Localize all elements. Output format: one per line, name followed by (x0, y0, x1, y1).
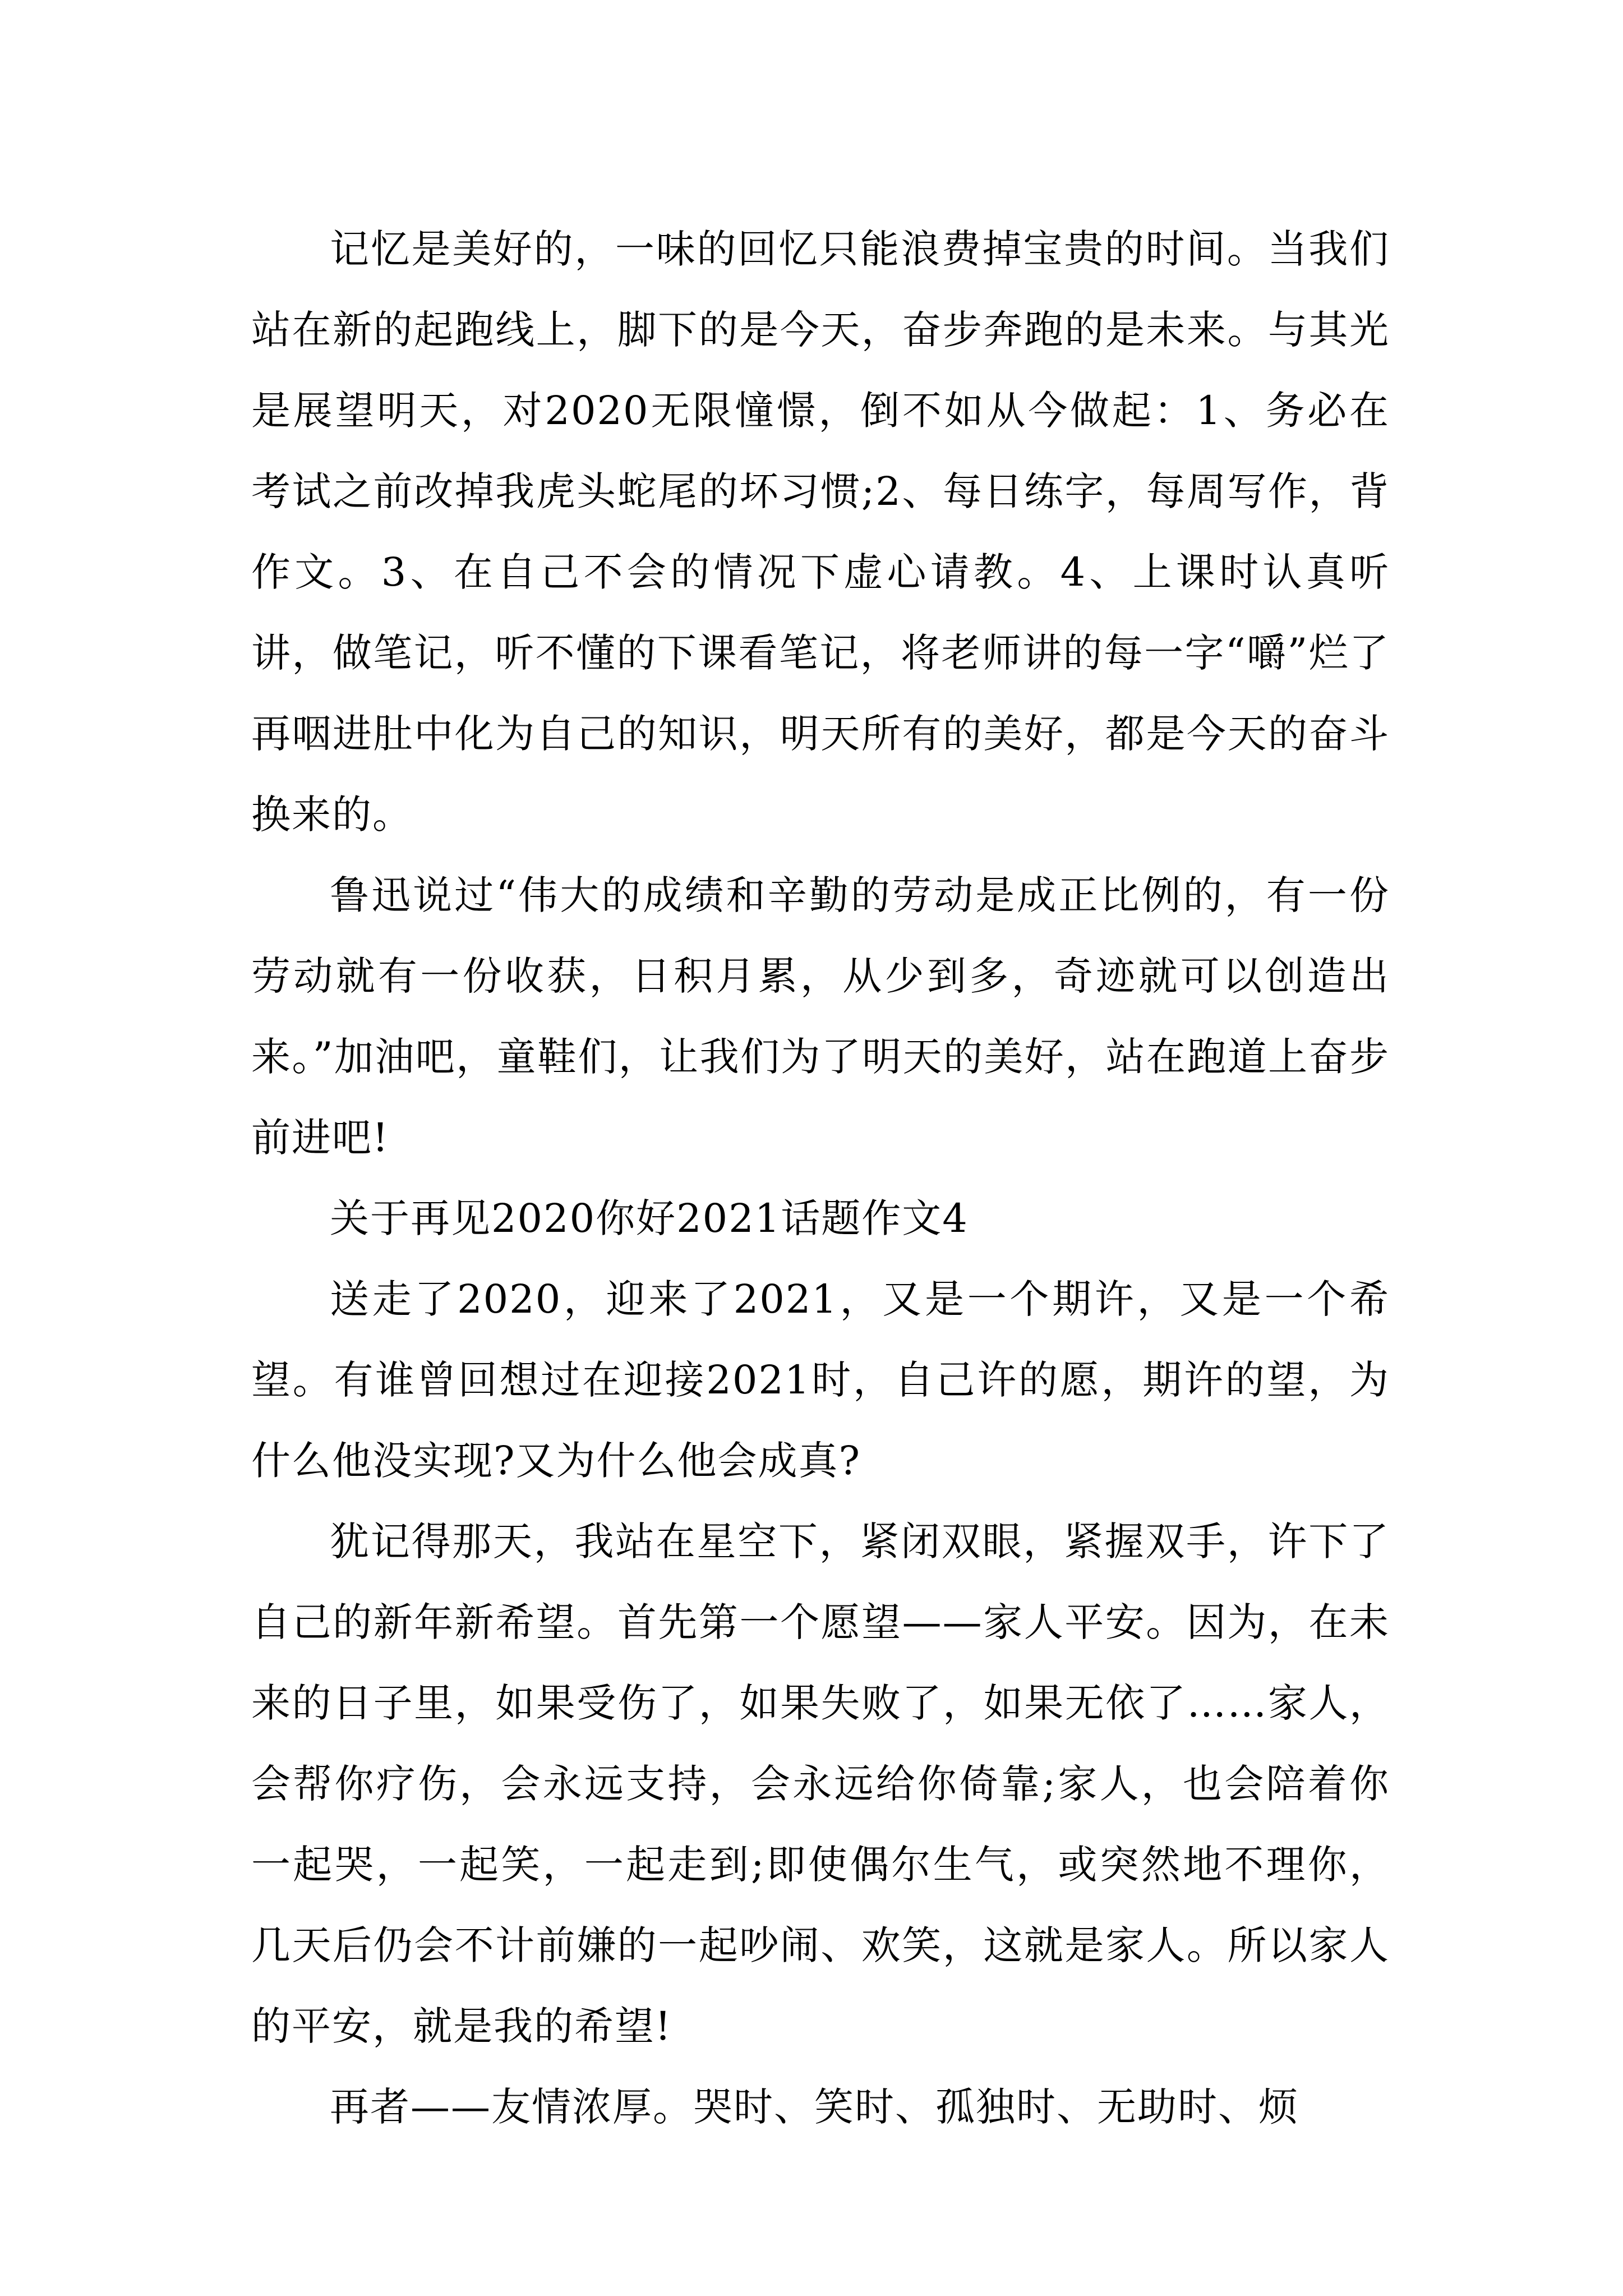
essay-heading: 关于再见2020你好2021话题作文4 (330, 1195, 969, 1241)
paragraph-friendship-wish: 再者——友情浓厚。哭时、笑时、孤独时、无助时、烦 (330, 2084, 1299, 2130)
paragraph-lu-xun-quote: 鲁迅说过“伟大的成绩和辛勤的劳动是成正比例的，有一份劳动就有一份收获，日积月累，从少到多，奇迹就可以创造出来。”加油吧，童鞋们，让我们为了明天的美好，站在跑道上奋步前进吧! (251, 872, 1390, 1161)
paragraph-memory-and-plans: 记忆是美好的，一味的回忆只能浪费掉宝贵的时间。当我们站在新的起跑线上，脚下的是今天，奋步奔跑的是未来。与其光是展望明天，对2020无限憧憬，倒不如从今做起：1、务必在考试之前改掉我虎头蛇尾的坏习惯;2、每日练字，每周写作，背作文。3、在自己不会的情况下虚心请教。4、上课时认真听讲，做笔记，听不懂的下课看笔记，将老师讲的每一字“嚼”烂了再咽进肚中化为自己的知识，明天所有的美好，都是今天的奋斗换来的。 (251, 226, 1390, 838)
paragraph-family-wish: 犹记得那天，我站在星空下，紧闭双眼，紧握双手，许下了自己的新年新希望。首先第一个愿望——家人平安。因为，在未来的日子里，如果受伤了，如果失败了，如果无依了……家人，会帮你疗伤，会永远支持，会永远给你倚靠;家人，也会陪着你一起哭，一起笑，一起走到;即使偶尔生气，或突然地不理你，几天后仍会不计前嫌的一起吵闹、欢笑，这就是家人。所以家人的平安，就是我的希望! (251, 1519, 1390, 2049)
paragraph-farewell-2020: 送走了2020，迎来了2021，又是一个期许，又是一个希望。有谁曾回想过在迎接2021时，自己许的愿，期许的望，为什么他没实现?又为什么他会成真? (251, 1276, 1390, 1484)
article-body (251, 209, 1390, 2147)
